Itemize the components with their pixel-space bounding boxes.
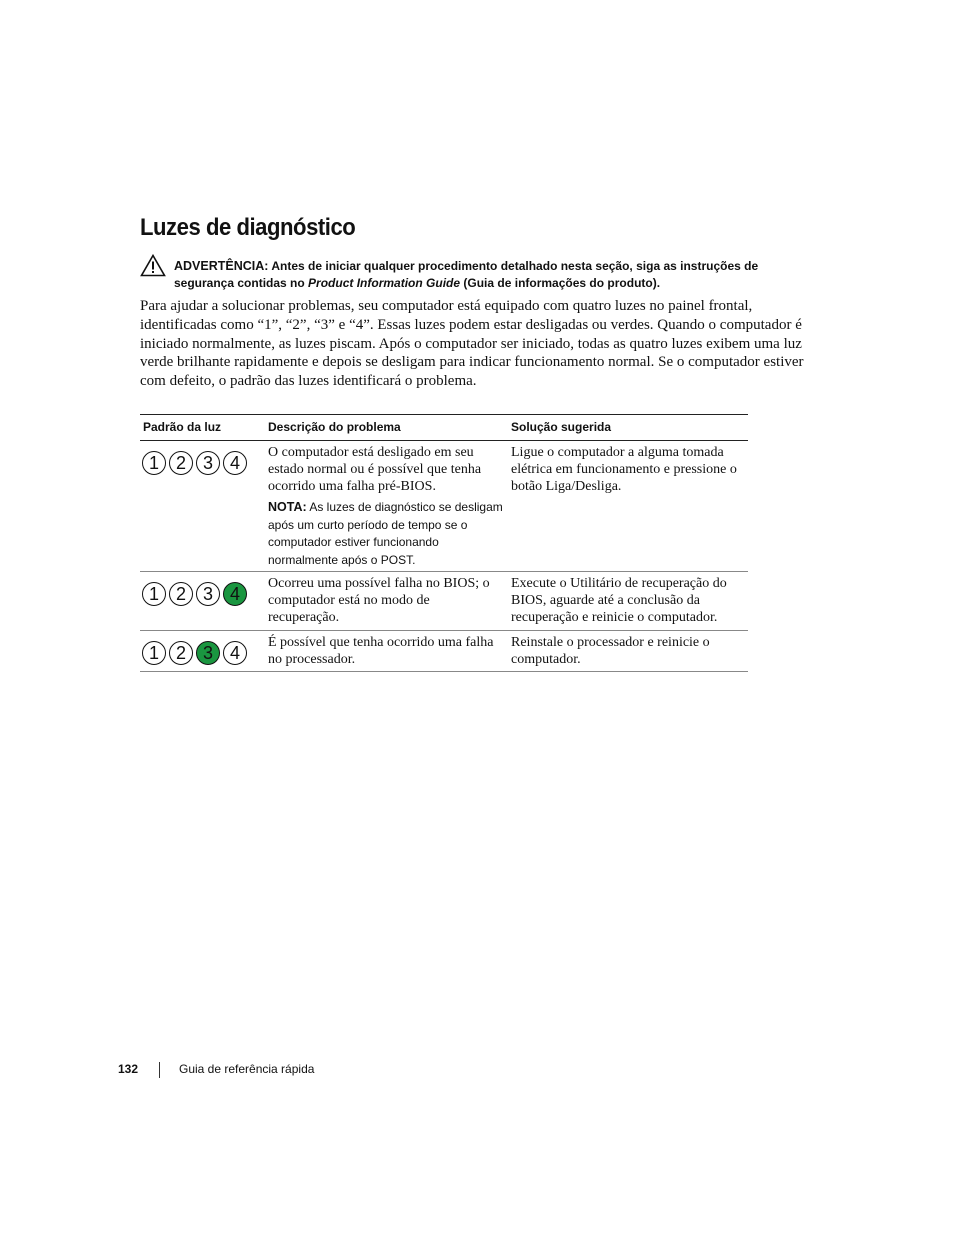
footer-divider [159, 1062, 160, 1078]
warning-text-after: (Guia de informações do produto). [463, 276, 661, 290]
table-row [140, 631, 748, 672]
diagnostic-lights-table [140, 414, 748, 672]
guide-title: Guia de referência rápida [179, 1062, 315, 1076]
diagnostic-light-3: 3 [196, 451, 220, 475]
light-pattern [142, 451, 247, 475]
warning-text [174, 258, 784, 292]
table-row [140, 441, 748, 572]
light-pattern [142, 641, 247, 665]
diagnostic-light-2: 2 [169, 641, 193, 665]
note-label: NOTA: [268, 500, 307, 514]
problem-description: Ocorreu uma possível falha no BIOS; o computador está no modo de recuperação. [268, 576, 490, 625]
header-problem-description: Descrição do problema [268, 420, 401, 434]
warning-icon [140, 254, 166, 277]
light-pattern [142, 582, 247, 606]
table-row [140, 572, 748, 631]
diagnostic-light-1: 1 [142, 582, 166, 606]
warning-label: ADVERTÊNCIA: [174, 259, 269, 273]
problem-description: O computador está desligado em seu estado normal ou é possível que tenha ocorrido uma falha pré-BIOS. [268, 445, 482, 494]
warning-text-before: Antes de iniciar qualquer procedimento detalhado nesta seção, siga as instruções de segurança contidas no [174, 259, 759, 290]
header-suggested-solution: Solução sugerida [511, 420, 612, 434]
diagnostic-light-1: 1 [142, 641, 166, 665]
table-header [140, 414, 748, 441]
diagnostic-light-3: 3 [196, 582, 220, 606]
header-light-pattern: Padrão da luz [143, 420, 222, 434]
diagnostic-light-2: 2 [169, 582, 193, 606]
page-title: Luzes de diagnóstico [140, 214, 356, 241]
warning-guide-title: Product Information Guide [308, 276, 461, 290]
diagnostic-light-4: 4 [223, 451, 247, 475]
problem-description-cell [268, 444, 504, 569]
diagnostic-light-3: 3 [196, 641, 220, 665]
suggested-solution: Reinstale o processador e reinicie o computador. [511, 635, 710, 667]
note-text: As luzes de diagnóstico se desligam após um curto período de tempo se o computador estiver funcionando normalmente após o POST. [268, 500, 503, 567]
diagnostic-light-1: 1 [142, 451, 166, 475]
diagnostic-light-2: 2 [169, 451, 193, 475]
suggested-solution: Ligue o computador a alguma tomada elétrica em funcionamento e pressione o botão Liga/Desliga. [511, 445, 737, 494]
diagnostic-light-4: 4 [223, 582, 247, 606]
diagnostic-light-4: 4 [223, 641, 247, 665]
problem-description: É possível que tenha ocorrido uma falha no processador. [268, 635, 494, 667]
intro-paragraph: Para ajudar a solucionar problemas, seu computador está equipado com quatro luzes no painel frontal, identificadas como “1”, “2”, “3” e “4”. Essas luzes podem estar desligadas ou verdes. Quando o computador é iniciado normalmente, as luzes piscam. Após o computador ser iniciado, todas as quatro luzes exibem uma luz verde brilhante rapidamente e depois se desligam para indicar funcionamento normal. Se o computador estiver com defeito, o padrão das luzes identificará o problema. [140, 298, 804, 390]
note [268, 499, 504, 569]
page-number: 132 [118, 1062, 139, 1076]
suggested-solution: Execute o Utilitário de recuperação do BIOS, aguarde até a conclusão da recuperação e reinicie o computador. [511, 576, 727, 625]
